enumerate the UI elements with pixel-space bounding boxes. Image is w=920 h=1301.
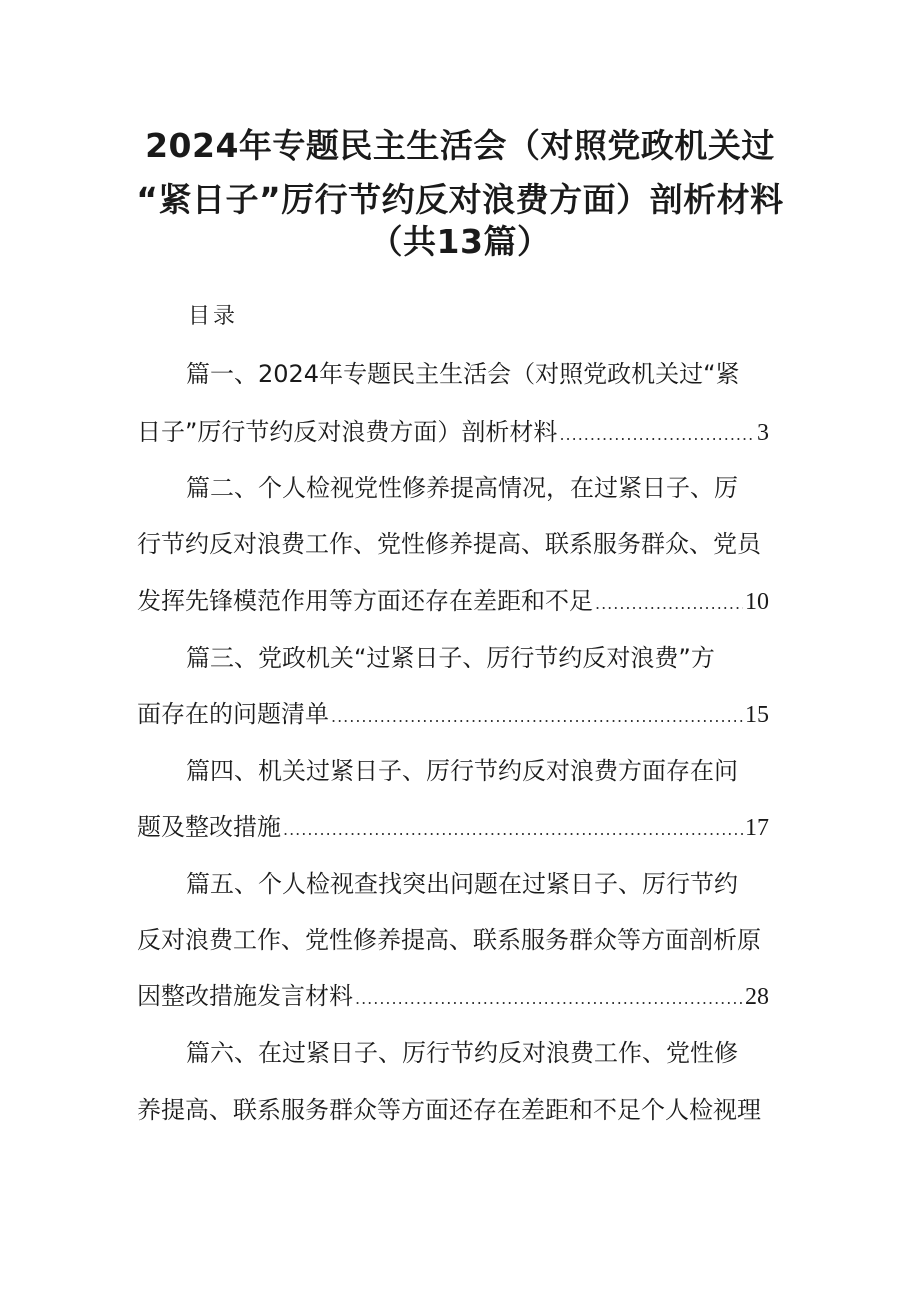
toc-entry-1-last-line[interactable] xyxy=(137,414,769,453)
toc-entry-5-last-line[interactable] xyxy=(137,978,769,1017)
toc-entry-6-line-2[interactable]: 养提高、联系服务群众等方面还存在差距和不足个人检视理 xyxy=(137,1096,761,1124)
toc-entry-2-last-line[interactable] xyxy=(137,583,769,622)
toc-entry-1-page: 3 xyxy=(757,420,769,446)
toc-entry-2-line-3: 发挥先锋模范作用等方面还存在差距和不足 xyxy=(137,587,593,615)
toc-entry-5-page: 28 xyxy=(745,984,769,1010)
toc-entry-5-line-2[interactable]: 反对浪费工作、党性修养提高、联系服务群众等方面剖析原 xyxy=(137,926,761,954)
toc-entry-3-line-1[interactable]: 篇三、党政机关“过紧日子、厉行节约反对浪费”方 xyxy=(186,644,715,672)
document-title-line-2: “紧日子”厉行节约反对浪费方面）剖析材料 xyxy=(136,180,784,219)
toc-entry-4-page: 17 xyxy=(745,815,769,841)
dot-leader xyxy=(331,699,743,735)
dot-leader xyxy=(283,812,743,848)
toc-entry-5-line-3: 因整改措施发言材料 xyxy=(137,982,353,1010)
document-title-line-3: （共13篇） xyxy=(369,222,551,261)
toc-entry-1-line-2: 日子”厉行节约反对浪费方面）剖析材料 xyxy=(137,418,558,446)
toc-entry-4-line-1[interactable]: 篇四、机关过紧日子、厉行节约反对浪费方面存在问 xyxy=(186,757,738,785)
toc-entry-2-line-2[interactable]: 行节约反对浪费工作、党性修养提高、联系服务群众、党员 xyxy=(137,530,761,558)
toc-heading: 目录 xyxy=(188,304,239,329)
toc-entry-1-line-1[interactable]: 篇一、2024年专题民主生活会（对照党政机关过“紧 xyxy=(186,360,740,388)
toc-entry-3-line-2: 面存在的问题清单 xyxy=(137,700,329,728)
toc-entry-6-line-1[interactable]: 篇六、在过紧日子、厉行节约反对浪费工作、党性修 xyxy=(186,1039,738,1067)
toc-entry-2-page: 10 xyxy=(745,589,769,615)
toc-entry-4-line-2: 题及整改措施 xyxy=(137,813,281,841)
toc-entry-2-line-1[interactable]: 篇二、个人检视党性修养提高情况，在过紧日子、厉 xyxy=(186,474,738,502)
dot-leader xyxy=(559,417,755,453)
toc-entry-4-last-line[interactable] xyxy=(137,809,769,848)
document-title-line-1: 2024年专题民主生活会（对照党政机关过 xyxy=(145,126,775,165)
toc-entry-5-line-1[interactable]: 篇五、个人检视查找突出问题在过紧日子、厉行节约 xyxy=(186,870,738,898)
toc-entry-3-page: 15 xyxy=(745,702,769,728)
dot-leader xyxy=(355,981,743,1017)
dot-leader xyxy=(595,586,743,622)
toc-entry-3-last-line[interactable] xyxy=(137,696,769,735)
